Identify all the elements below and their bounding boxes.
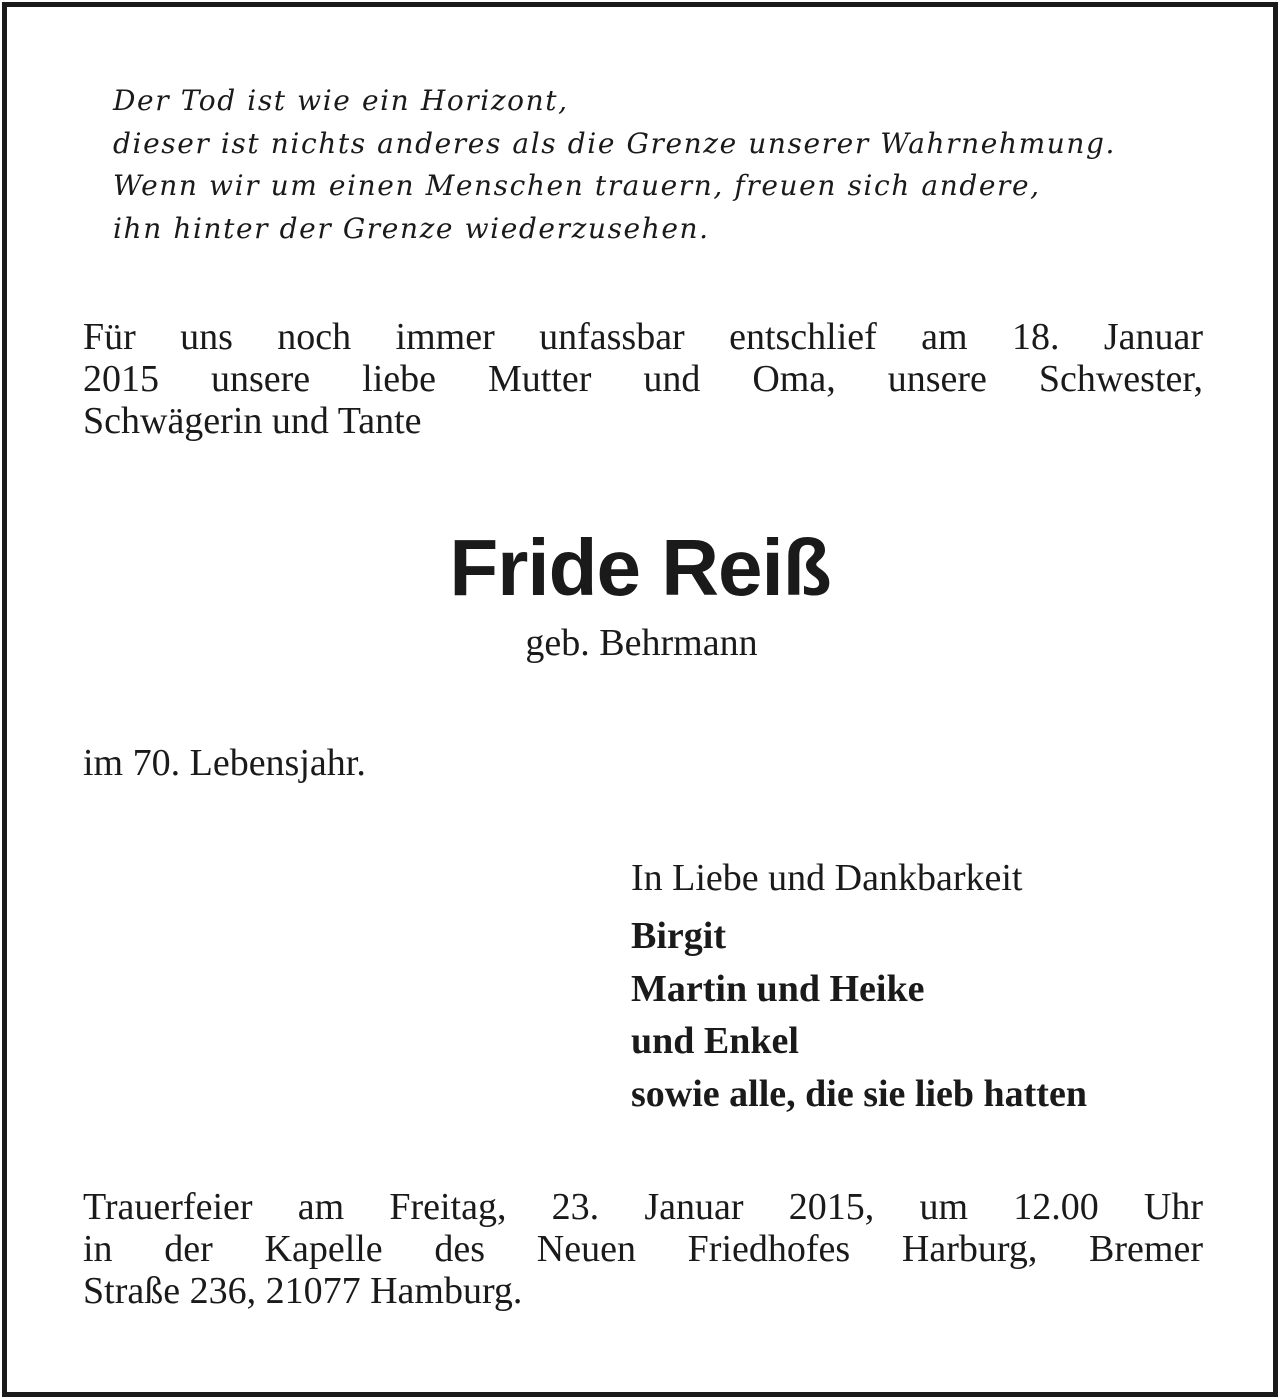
quote-line: ihn hinter der Grenze wiederzusehen. xyxy=(113,211,710,245)
mourner-name: und Enkel xyxy=(631,1020,799,1062)
announcement-line: Schwägerin und Tante xyxy=(83,400,422,442)
mourner-name: sowie alle, die sie lieb hatten xyxy=(631,1072,1087,1115)
mourners-list xyxy=(631,910,1087,1120)
quote-line: Wenn wir um einen Menschen trauern, freuen sich andere, xyxy=(113,169,1041,202)
age-text: im 70. Lebensjahr. xyxy=(83,742,366,784)
funeral-line: Trauerfeier am Freitag, 23. Januar 2015, um 12.00 Uhr xyxy=(83,1186,1203,1228)
maiden-name: geb. Behrmann xyxy=(525,622,758,664)
announcement-line: 2015 unsere liebe Mutter und Oma, unsere Schwester, xyxy=(83,358,1203,400)
mourner-name: Martin und Heike xyxy=(631,967,925,1010)
mourner-name: Birgit xyxy=(631,915,726,957)
deceased-name: Fride Reiß xyxy=(449,523,831,612)
funeral-details xyxy=(83,1186,1203,1312)
memorial-quote xyxy=(113,80,1213,250)
funeral-line: Straße 236, 21077 Hamburg. xyxy=(83,1270,523,1312)
announcement-line: Für uns noch immer unfassbar entschlief am 18. Januar xyxy=(83,316,1203,358)
death-announcement xyxy=(83,316,1203,442)
funeral-line: in der Kapelle des Neuen Friedhofes Harburg, Bremer xyxy=(83,1228,1203,1270)
quote-line: Der Tod ist wie ein Horizont, xyxy=(113,84,569,117)
closing-salutation: In Liebe und Dankbarkeit xyxy=(631,857,1023,899)
quote-line: dieser ist nichts anderes als die Grenze unserer Wahrnehmung. xyxy=(113,126,1117,160)
